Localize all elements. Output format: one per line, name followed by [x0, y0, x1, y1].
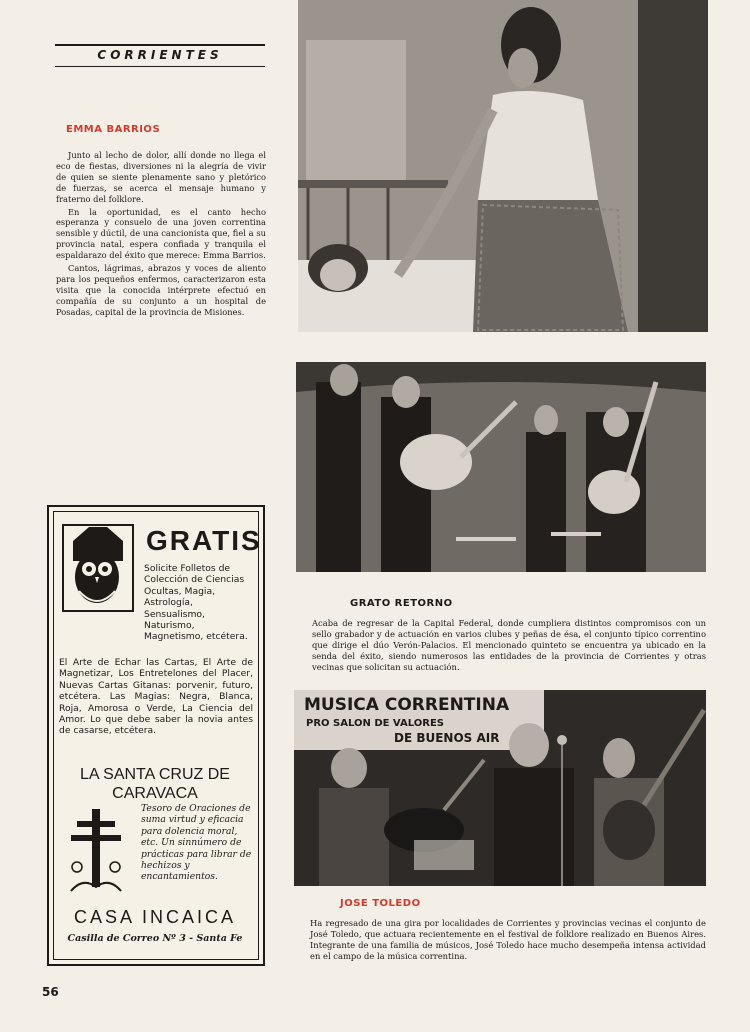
section-rule-top [55, 44, 265, 46]
photo-jose-toledo-image [294, 690, 706, 886]
ad-casa-incaica: CASA INCAICA [73, 907, 237, 927]
caravaca-cross-icon [63, 807, 129, 895]
article2-body: Acaba de regresar de la Capital Federal, donde cumpliera distintos compromisos con un sello grabador y de actuación en varios clubes y peñas de ésa, el conjunto típico correntino que dirige el dúo Verón-Palacios. El mencionado quinteto se encuentra ya ubicado en la senda del éxito, siendo numerosos las entidades de la provincia de Corrientes y otras vecinas que solicitan su actuación. [312, 618, 706, 672]
section-rule-bottom [55, 66, 265, 67]
article1-paragraph: Cantos, lágrimas, abrazos y voces de aliento para los pequeños enfermos, caracterizaron esta visita que la conocida intérprete efectuó en compañía de su conjunto a un hospital de Posadas, capital de la provincia de Misiones. [56, 263, 266, 317]
photo-quintet [296, 362, 706, 572]
ad-tesoro-text: Tesoro de Oraciones de suma virtud y eficacia para dolencia moral, etc. Un sinnúmero de prácticas para librar de hechizos y encantamientos. [141, 803, 252, 883]
article3-headline: JOSE TOLEDO [340, 898, 421, 909]
photo-jose-toledo [294, 690, 706, 886]
ad-list-text: El Arte de Echar las Cartas, El Arte de Magnetizar, Los Entretelones del Placer, Nuevas Cartas Gitanas: porvenir, futuro, etcétera. Las Magias: Negra, Blanca, Roja, Amorosa o Verde, La Ciencia del Amor. Lo que debe saber la novia antes de casarse, etcétera. [59, 657, 253, 737]
owl-icon [59, 521, 137, 615]
article1-paragraph: Junto al lecho de dolor, allí donde no llega el eco de fiestas, diversiones ni la alegría de vivir de quien se siente plenamente sano y pletórico de fuerzas, se acerca el mensaje humano y fraterno del folklore. [56, 150, 266, 204]
banner-line3: DE BUENOS AIR [394, 731, 500, 745]
ad-casilla-address: Casilla de Correo Nº 3 - Santa Fe [67, 933, 243, 944]
ad-gratis-heading: GRATIS [146, 525, 262, 556]
article3-body: Ha regresado de una gira por localidades de Corrientes y provincias vecinas el conjunto de José Toledo, que actuara recientemente en el festival de folklore realizado en Buenos Aires. Integrante de una familia de músicos, José Toledo hace mucho desempeña intensa actividad en el campo de la música correntina. [310, 918, 706, 961]
photo-hospital-visit [298, 0, 708, 332]
section-title: CORRIENTES [97, 48, 223, 62]
banner-line2: PRO SALON DE VALORES [306, 718, 444, 729]
page-number: 56 [42, 985, 59, 999]
cross-illustration [63, 807, 129, 895]
ad-caravaca-heading: LA SANTA CRUZ DE CARAVACA [80, 766, 230, 802]
article2-headline: GRATO RETORNO [350, 598, 453, 609]
advertisement-casa-incaica [47, 505, 265, 966]
article1-headline: EMMA BARRIOS [66, 124, 161, 135]
article1-body [56, 150, 266, 320]
photo-hospital-visit-image [298, 0, 708, 332]
article1-paragraph: En la oportunidad, es el canto hecho esperanza y consuelo de una joven correntina sensible y dúctil, de una cancionista que, fiel a su provincia natal, espera confiada y tranquila el espaldarazo del éxito que merece: Emma Barrios. [56, 206, 266, 261]
ad-offer-text: Solicite Folletos de Colección de Ciencias Ocultas, Magia, Astrología, Sensualismo, Naturismo, Magnetismo, etcétera. [144, 563, 248, 643]
banner-line1: MUSICA CORRENTINA [304, 695, 510, 715]
owl-illustration [59, 521, 137, 615]
photo-quintet-image [296, 362, 706, 572]
